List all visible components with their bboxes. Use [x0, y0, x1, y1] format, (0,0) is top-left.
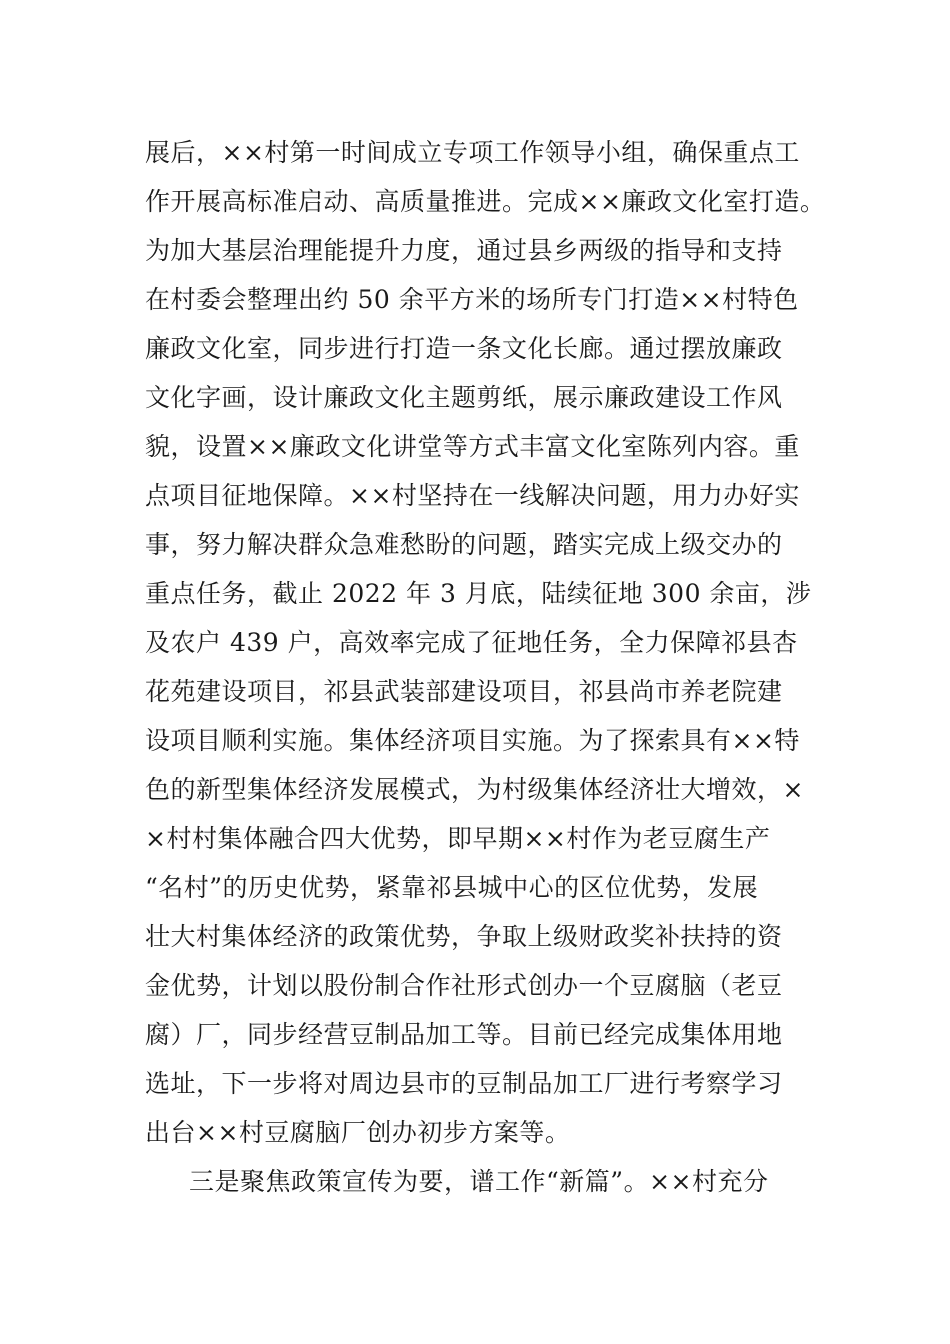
text-line: 设项目顺利实施。集体经济项目实施。为了探索具有××特	[145, 726, 800, 755]
text-line: “名村”的历史优势，紧靠祁县城中心的区位优势，发展	[145, 873, 759, 902]
text-line: 金优势，计划以股份制合作社形式创办一个豆腐脑（老豆	[145, 971, 783, 1000]
text-line: 选址，下一步将对周边县市的豆制品加工厂进行考察学习	[145, 1069, 783, 1098]
body-text	[145, 128, 826, 1206]
text-line: 展后，××村第一时间成立专项工作领导小组，确保重点工	[145, 138, 800, 167]
text-line: 花苑建设项目，祁县武装部建设项目，祁县尚市养老院建	[145, 677, 783, 706]
text-line: 出台××村豆腐脑厂创办初步方案等。	[145, 1118, 571, 1147]
paragraph-start-line: 三是聚焦政策宣传为要，谱工作“新篇”。××村充分	[189, 1167, 769, 1196]
text-line: 为加大基层治理能提升力度，通过县乡两级的指导和支持	[145, 236, 783, 265]
text-line: 廉政文化室，同步进行打造一条文化长廊。通过摆放廉政	[145, 334, 783, 363]
text-line: 壮大村集体经济的政策优势，争取上级财政奖补扶持的资	[145, 922, 783, 951]
text-line: 作开展高标准启动、高质量推进。完成××廉政文化室打造。	[145, 187, 826, 216]
text-line: 在村委会整理出约 50 余平方米的场所专门打造××村特色	[145, 285, 799, 314]
text-line: 文化字画，设计廉政文化主题剪纸，展示廉政建设工作风	[145, 383, 783, 412]
text-line: 及农户 439 户，高效率完成了征地任务，全力保障祁县杏	[145, 628, 798, 657]
text-line: 重点任务，截止 2022 年 3 月底，陆续征地 300 余亩，涉	[145, 579, 812, 608]
text-line: ×村村集体融合四大优势，即早期××村作为老豆腐生产	[145, 824, 771, 853]
text-line: 色的新型集体经济发展模式，为村级集体经济壮大增效，×	[145, 775, 804, 804]
text-line: 貌，设置××廉政文化讲堂等方式丰富文化室陈列内容。重	[145, 432, 800, 461]
text-line: 事，努力解决群众急难愁盼的问题，踏实完成上级交办的	[145, 530, 783, 559]
text-line: 点项目征地保障。××村坚持在一线解决问题，用力办好实	[145, 481, 800, 510]
text-line: 腐）厂，同步经营豆制品加工等。目前已经完成集体用地	[145, 1020, 783, 1049]
